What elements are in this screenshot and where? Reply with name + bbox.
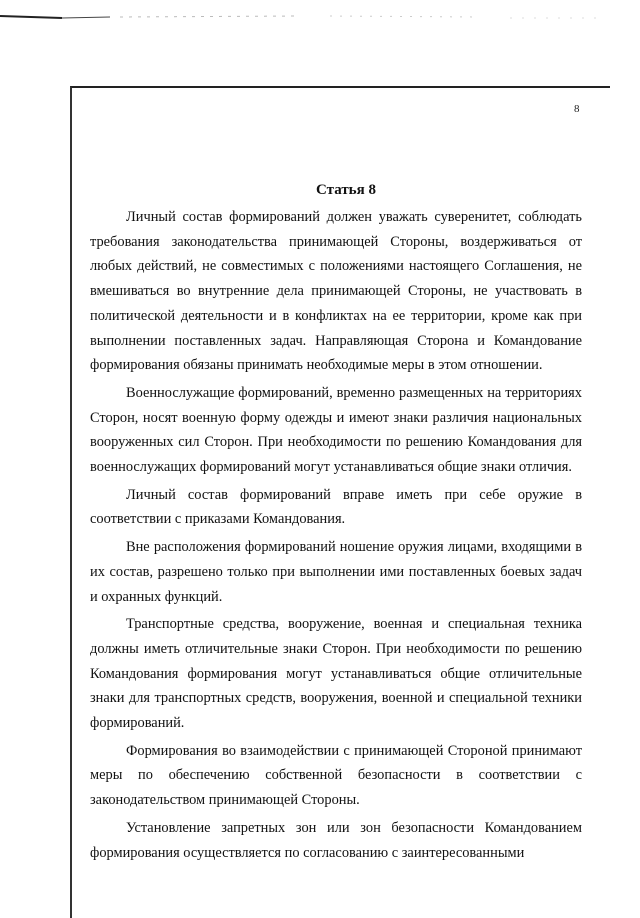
paragraph: Транспортные средства, вооружение, военная и специальная техника должны иметь отличительные знаки Сторон. При необходимости по решению Командования формирования могут устанавливаться общие отличительные знаки для транспортных средств, вооружения, военной и специальной техники формирований.	[90, 616, 582, 732]
paragraph: Формирования во взаимодействии с принимающей Стороной принимают меры по обеспечению собственной безопасности в соответствии с законодательством принимающей Стороны.	[90, 742, 582, 809]
paragraph: Вне расположения формирований ношение оружия лицами, входящими в их состав, разрешено только при выполнении ими поставленных боевых задач и охранных функций.	[90, 539, 582, 605]
article-title: Статья 8	[316, 182, 376, 198]
paragraph: Личный состав формирований должен уважать суверенитет, соблюдать требования законодательства принимающей Стороны, воздерживаться от любых действий, не совместимых с положениями настоящего Соглашения, не вмешиваться во внутренние дела принимающей Стороны, не участвовать в политической деятельности и в конфликтах на ее территории, кроме как при выполнении поставленных задач. Направляющая Сторона и Командование формирования обязаны принимать необходимые меры в этом отношении.	[90, 209, 582, 374]
paragraph: Личный состав формирований вправе иметь при себе оружие в соответствии с приказами Командования.	[90, 486, 582, 528]
paragraph: Установление запретных зон или зон безопасности Командованием формирования осуществляется по согласованию с заинтересованными	[90, 819, 582, 861]
paragraph: Военнослужащие формирований, временно размещенных на территориях Сторон, носят военную форму одежды и имеют знаки различия национальных вооруженных сил Сторон. При необходимости по решению Командования для военнослужащих формирований могут устанавливаться общие знаки отличия.	[90, 384, 582, 476]
article-body	[90, 179, 582, 865]
page-number: 8	[574, 103, 580, 115]
scan-artifact-top	[0, 0, 640, 40]
